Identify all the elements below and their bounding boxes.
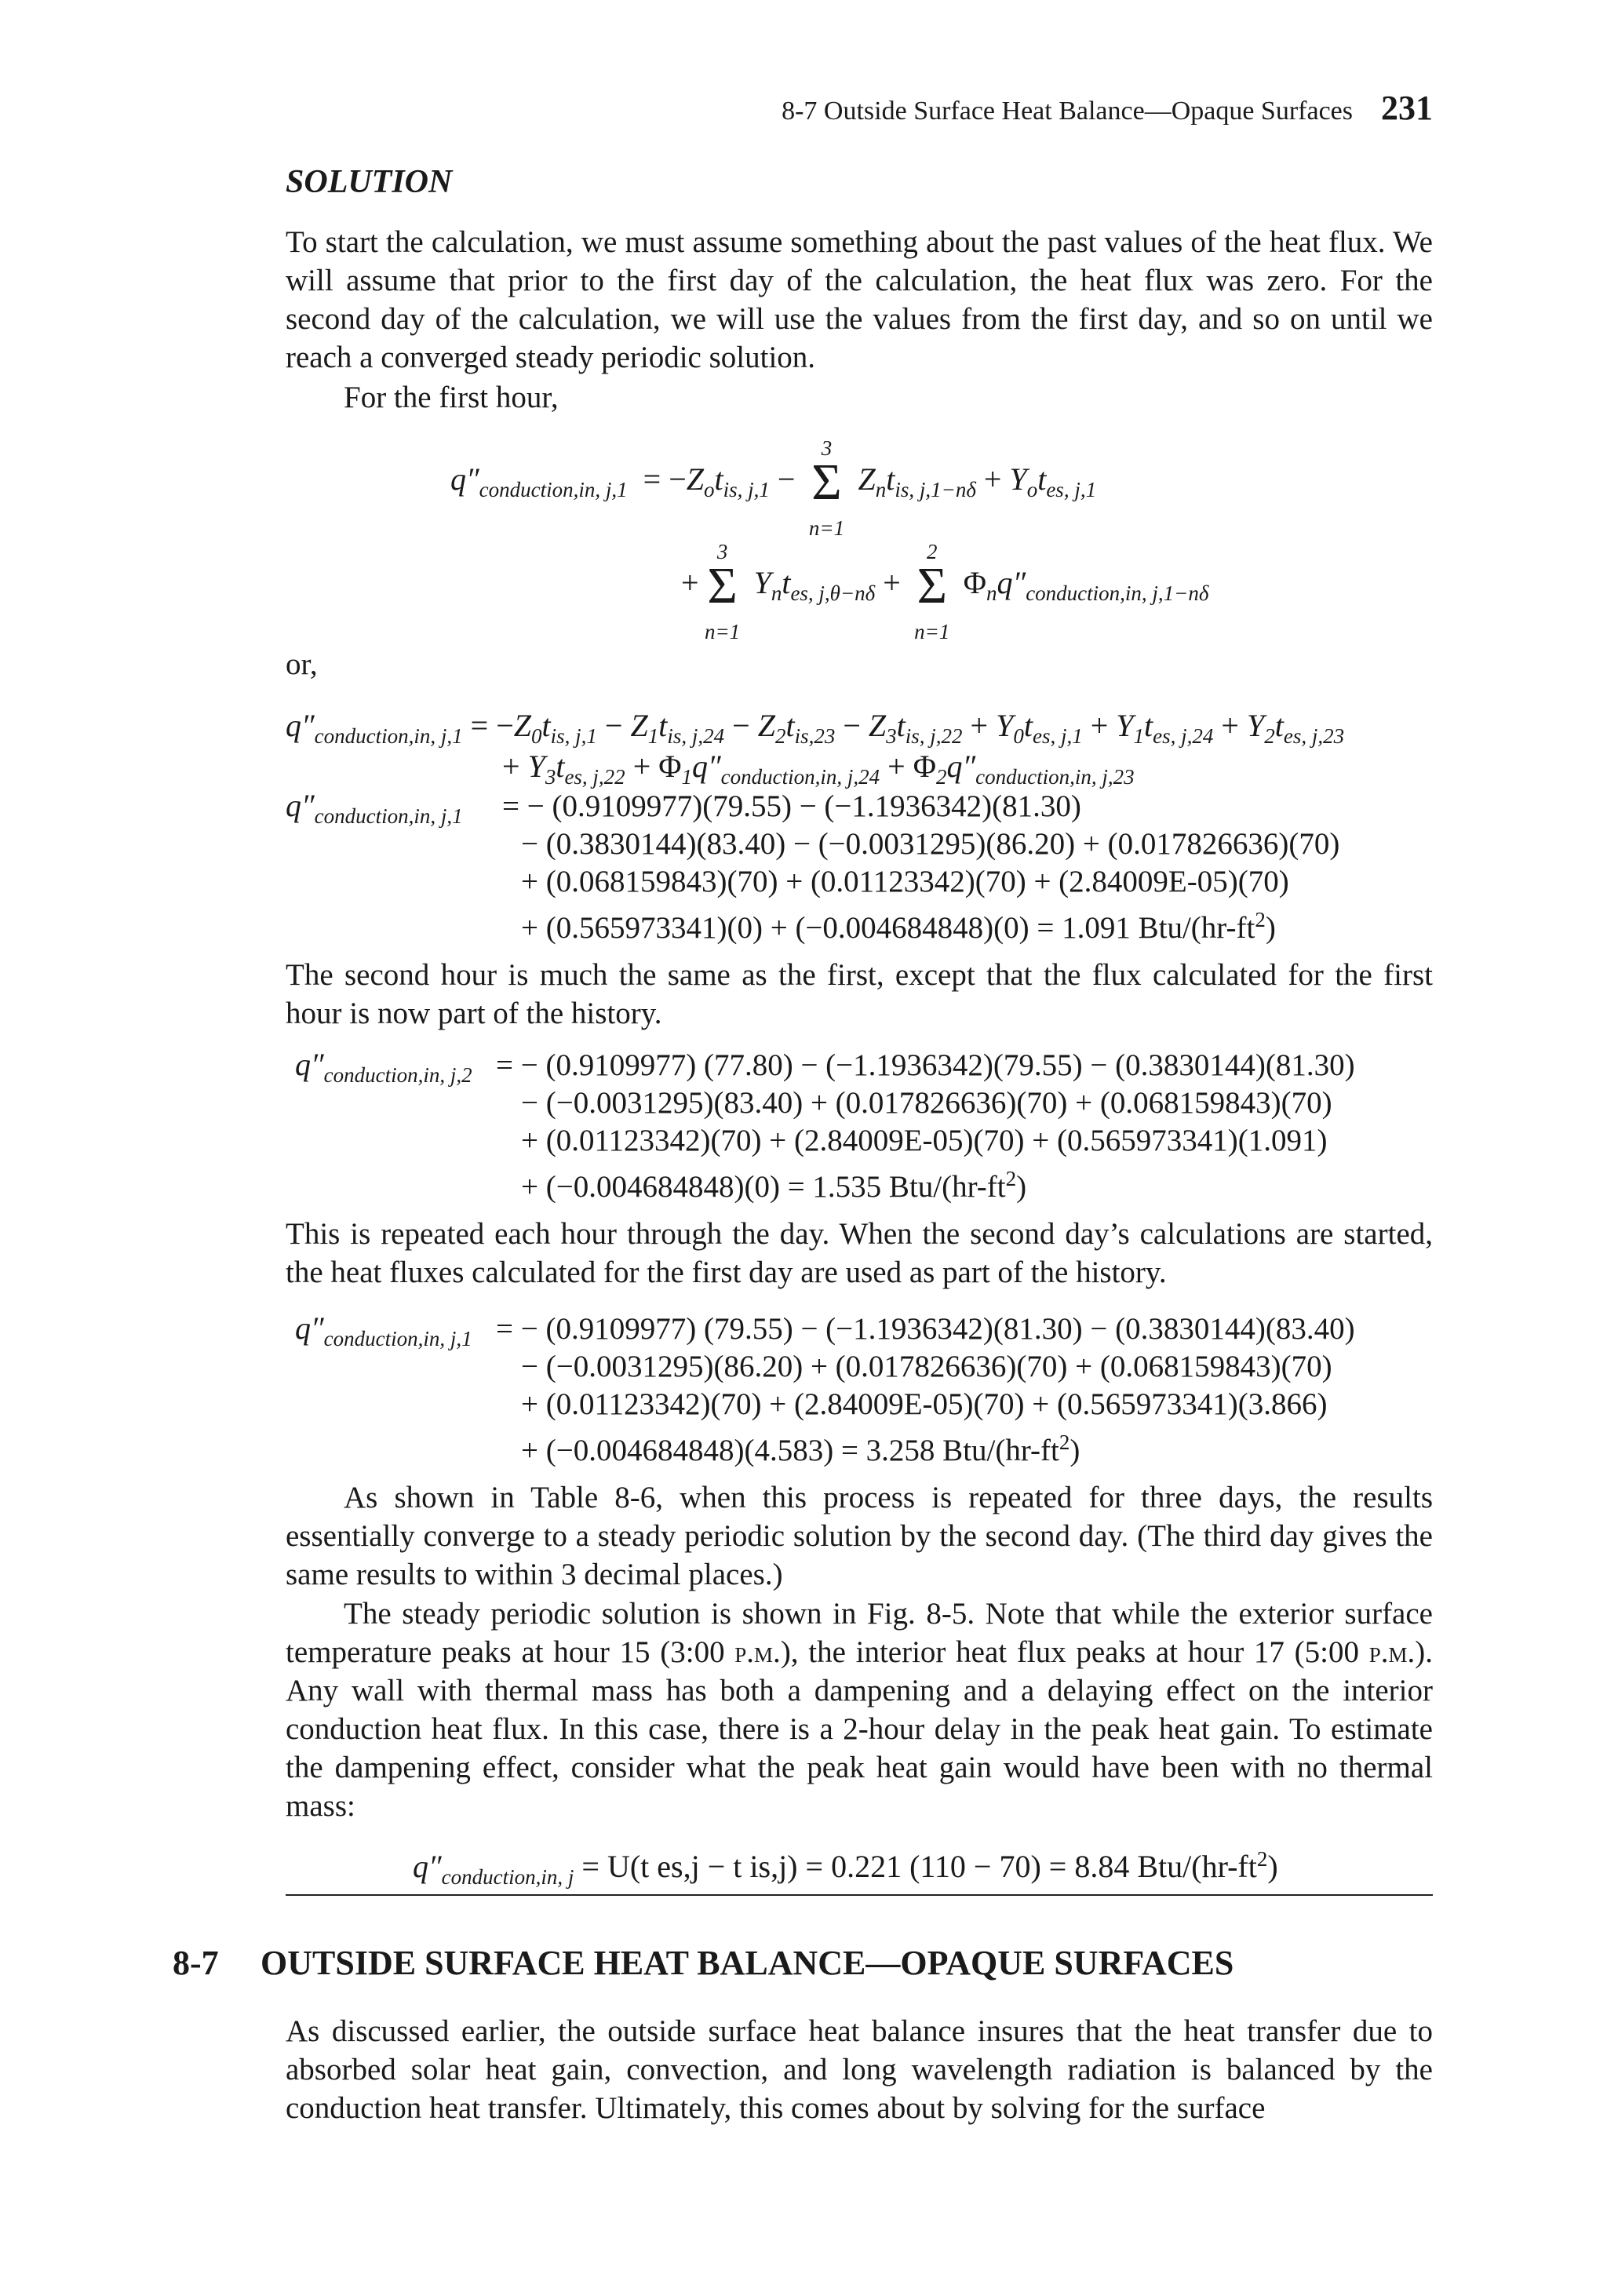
or-label: or, [286, 647, 318, 681]
hour1-row-1: = − (0.9109977)(79.55) − (−1.1936342)(81.30) [502, 789, 1081, 823]
day2-row-2: − (−0.0031295)(86.20) + (0.017826636)(70) + (0.068159843)(70) [521, 1350, 1332, 1383]
hour1-row-4: + (0.565973341)(0) + (−0.004684848)(0) = 1.091 Btu/$(hr-ft^2)$ [521, 908, 1276, 945]
running-head [0, 88, 1433, 128]
hour1-row-3: + (0.068159843)(70) + (0.01123342)(70) + (2.84009E-05)(70) [521, 865, 1289, 898]
q-subscript: conduction,in, j,1 [479, 478, 628, 502]
q-symbol: q″ [450, 461, 479, 497]
section-heading [173, 1943, 1233, 1983]
section-number: 8-7 [173, 1944, 219, 1982]
day2-lhs: $q''_{conduction,in, j,1}$ [295, 1310, 472, 1350]
first-hour-label: For the first hour, [344, 381, 559, 414]
general-equation-line-1: $q''_{conduction,in, j,1} = -Z_ot_{is, j,1}$ − 3 Σ n=1 $Z_nt_{is, j,1-n\delta} + Y_ot_{es, j,1}$ [450, 436, 1097, 540]
hour2-row-4: + (−0.004684848)(0) = 1.535 Btu/$(hr-ft^2)$ [521, 1167, 1027, 1204]
section-title: OUTSIDE SURFACE HEAT BALANCE—OPAQUE SURFACES [261, 1944, 1234, 1982]
section-divider [286, 1894, 1433, 1896]
summation-symbol: 3 Σ n=1 [808, 436, 845, 540]
day2-row-4: + (−0.004684848)(4.583) = 3.258 Btu/$(hr-ft^2)$ [521, 1430, 1080, 1467]
hour1-row-2: − (0.3830144)(83.40) − (−0.0031295)(86.20) + (0.017826636)(70) [521, 827, 1340, 861]
general-equation-line-2: + 3 Σ n=1 $Y_nt_{es, j,\theta-n\delta}$ + 2 Σ n=1 $\Phi_nq''_{conduction,in, j,1-n\delta}$ [681, 540, 1209, 643]
page-number: 231 [1381, 89, 1433, 127]
steady-periodic-paragraph: The steady periodic solution is shown in Fig. 8-5. Note that while the exterior surface temperature peaks at hour 15 (3:00 p.m.), the interior heat flux peaks at hour 17 (5:00 p.m.). Any wall with thermal mass has both a dampening and a delaying effect on the interior conduction heat flux. In this case, there is a 2-hour delay in the peak heat gain. To estimate the dampening effect, consider what the peak heat gain would have been with no thermal mass: [286, 1597, 1433, 1823]
no-mass-equation: $q''_{conduction,in, j} = U(t$ es,j − t is,j) = 0.221 (110 − 70) = 8.84 Btu/$(hr-ft^2)$ [413, 1847, 1278, 1889]
summation-symbol: 3 Σ n=1 [704, 540, 741, 643]
expanded-equation-line-2: + $Y_3t_{es, j,22} + \Phi_1q''_{conduction,in, j,24} + \Phi_2q''_{conduction,in, j,23}$ [502, 749, 1135, 789]
solution-heading: SOLUTION [286, 164, 453, 200]
running-head-title: 8-7 Outside Surface Heat Balance—Opaque Surfaces [782, 97, 1353, 126]
hour2-row-3: + (0.01123342)(70) + (2.84009E-05)(70) + (0.565973341)(1.091) [521, 1124, 1328, 1157]
hour2-lhs: $q''_{conduction,in, j,2}$ [295, 1047, 472, 1087]
hour2-row-2: − (−0.0031295)(83.40) + (0.017826636)(70) + (0.068159843)(70) [521, 1086, 1332, 1120]
repeated-paragraph: This is repeated each hour through the day. When the second day’s calculations are started, the heat fluxes calculated for the first day are used as part of the history. [286, 1217, 1433, 1289]
day2-row-3: + (0.01123342)(70) + (2.84009E-05)(70) + (0.565973341)(3.866) [521, 1387, 1328, 1421]
intro-paragraph: To start the calculation, we must assume something about the past values of the heat flux. We will assume that prior to the first day of the calculation, the heat flux was zero. For the second day of the calculation, we will use the values from the first day, and so on until we reach a converged steady periodic solution. [286, 225, 1433, 374]
expanded-equation-line-1: $q''_{conduction,in, j,1} = -Z_0t_{is, j,1} - Z_1t_{is, j,24} - Z_2t_{is,23} - Z_3t_{is, j,22} + Y_0t_{es, j,1} + Y_1t_{es, j,24} + Y_2t_{es, j,23}$ [286, 708, 1345, 748]
table-ref-paragraph: As shown in Table 8-6, when this process is repeated for three days, the results essentially converge to a steady periodic solution by the second day. (The third day gives the same results to within 3 decimal places.) [286, 1481, 1433, 1591]
section-intro-paragraph: As discussed earlier, the outside surface heat balance insures that the heat transfer due to absorbed solar heat gain, convection, and long wavelength radiation is balanced by the conduction heat transfer. Ultimately, this comes about by solving for the surface [286, 2014, 1433, 2125]
day2-row-1: = − (0.9109977) (79.55) − (−1.1936342)(81.30) − (0.3830144)(83.40) [496, 1312, 1355, 1346]
hour1-lhs: $q''_{conduction,in, j,1}$ [286, 788, 463, 828]
second-hour-paragraph: The second hour is much the same as the first, except that the flux calculated for the first hour is now part of the history. [286, 958, 1433, 1030]
hour2-row-1: = − (0.9109977) (77.80) − (−1.1936342)(79.55) − (0.3830144)(81.30) [496, 1048, 1355, 1082]
summation-symbol: 2 Σ n=1 [914, 540, 950, 643]
